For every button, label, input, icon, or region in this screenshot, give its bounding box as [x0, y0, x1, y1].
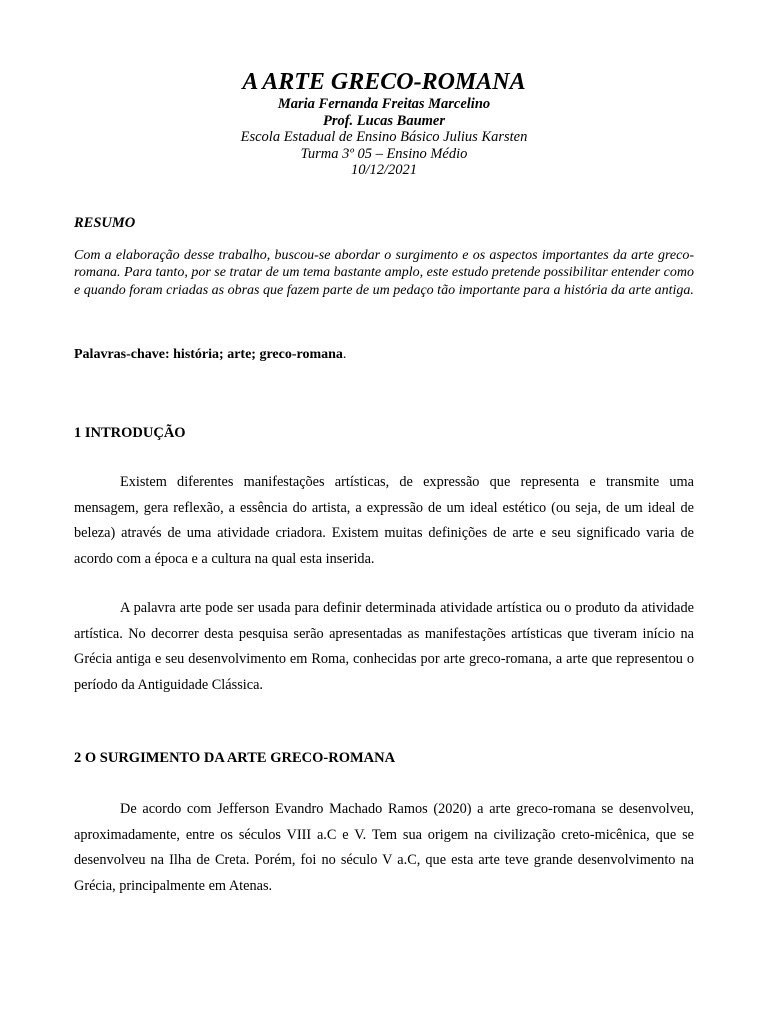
section-heading-origin: 2 O SURGIMENTO DA ARTE GRECO-ROMANA [74, 750, 396, 766]
professor-name: Prof. Lucas Baumer [322, 112, 446, 129]
document-date: 10/12/2021 [350, 162, 418, 178]
paragraph: Existem diferentes manifestações artísticas, de expressão que representa e transmite uma mensagem, gera reflexão, a essência do artista, a expressão de um ideal estético (ou seja, de um ideal de beleza) através de uma atividade criadora. Existem muitas definições de arte e seu significado varia de acordo com a época e a cultura na qual esta inserida. [74, 474, 694, 567]
keywords [74, 347, 694, 363]
abstract-text: Com a elaboração desse trabalho, buscou-se abordar o surgimento e os aspectos importantes da arte greco-romana. Para tanto, por se tratar de um tema bastante amplo, este estudo pretende possibilitar entender como e quando foram criadas as obras que fazem parte de um pedaço tão importante para a história da arte antiga. [74, 248, 694, 298]
class-info: Turma 3º 05 – Ensino Médio [300, 145, 468, 162]
paragraph: De acordo com Jefferson Evandro Machado Ramos (2020) a arte greco-romana se desenvolveu, aproximadamente, entre os séculos VIII a.C e V. Tem sua origem na civilização creto-micênica, que se desenvolveu na Ilha de Creta. Porém, foi no século V a.C, que esta arte teve grande desenvolvimento na Grécia, principalmente em Atenas. [74, 801, 694, 894]
keywords-text: Palavras-chave: história; arte; greco-romana [74, 347, 343, 362]
document-header [74, 68, 694, 179]
paragraph: A palavra arte pode ser usada para definir determinada atividade artística ou o produto da atividade artística. No decorrer desta pesquisa serão apresentadas as manifestações artísticas que tiveram início na Grécia antiga e seu desenvolvimento em Roma, conhecidas por arte greco-romana, a arte que representou o período da Antiguidade Clássica. [74, 600, 694, 693]
section-heading-introduction: 1 INTRODUÇÃO [74, 425, 186, 441]
school-name: Escola Estadual de Ensino Básico Julius Karsten [240, 129, 528, 145]
keywords-end: . [342, 347, 347, 362]
document-title: A ARTE GRECO-ROMANA [242, 69, 526, 95]
author-name: Maria Fernanda Freitas Marcelino [277, 96, 491, 112]
abstract-heading: RESUMO [74, 215, 136, 231]
